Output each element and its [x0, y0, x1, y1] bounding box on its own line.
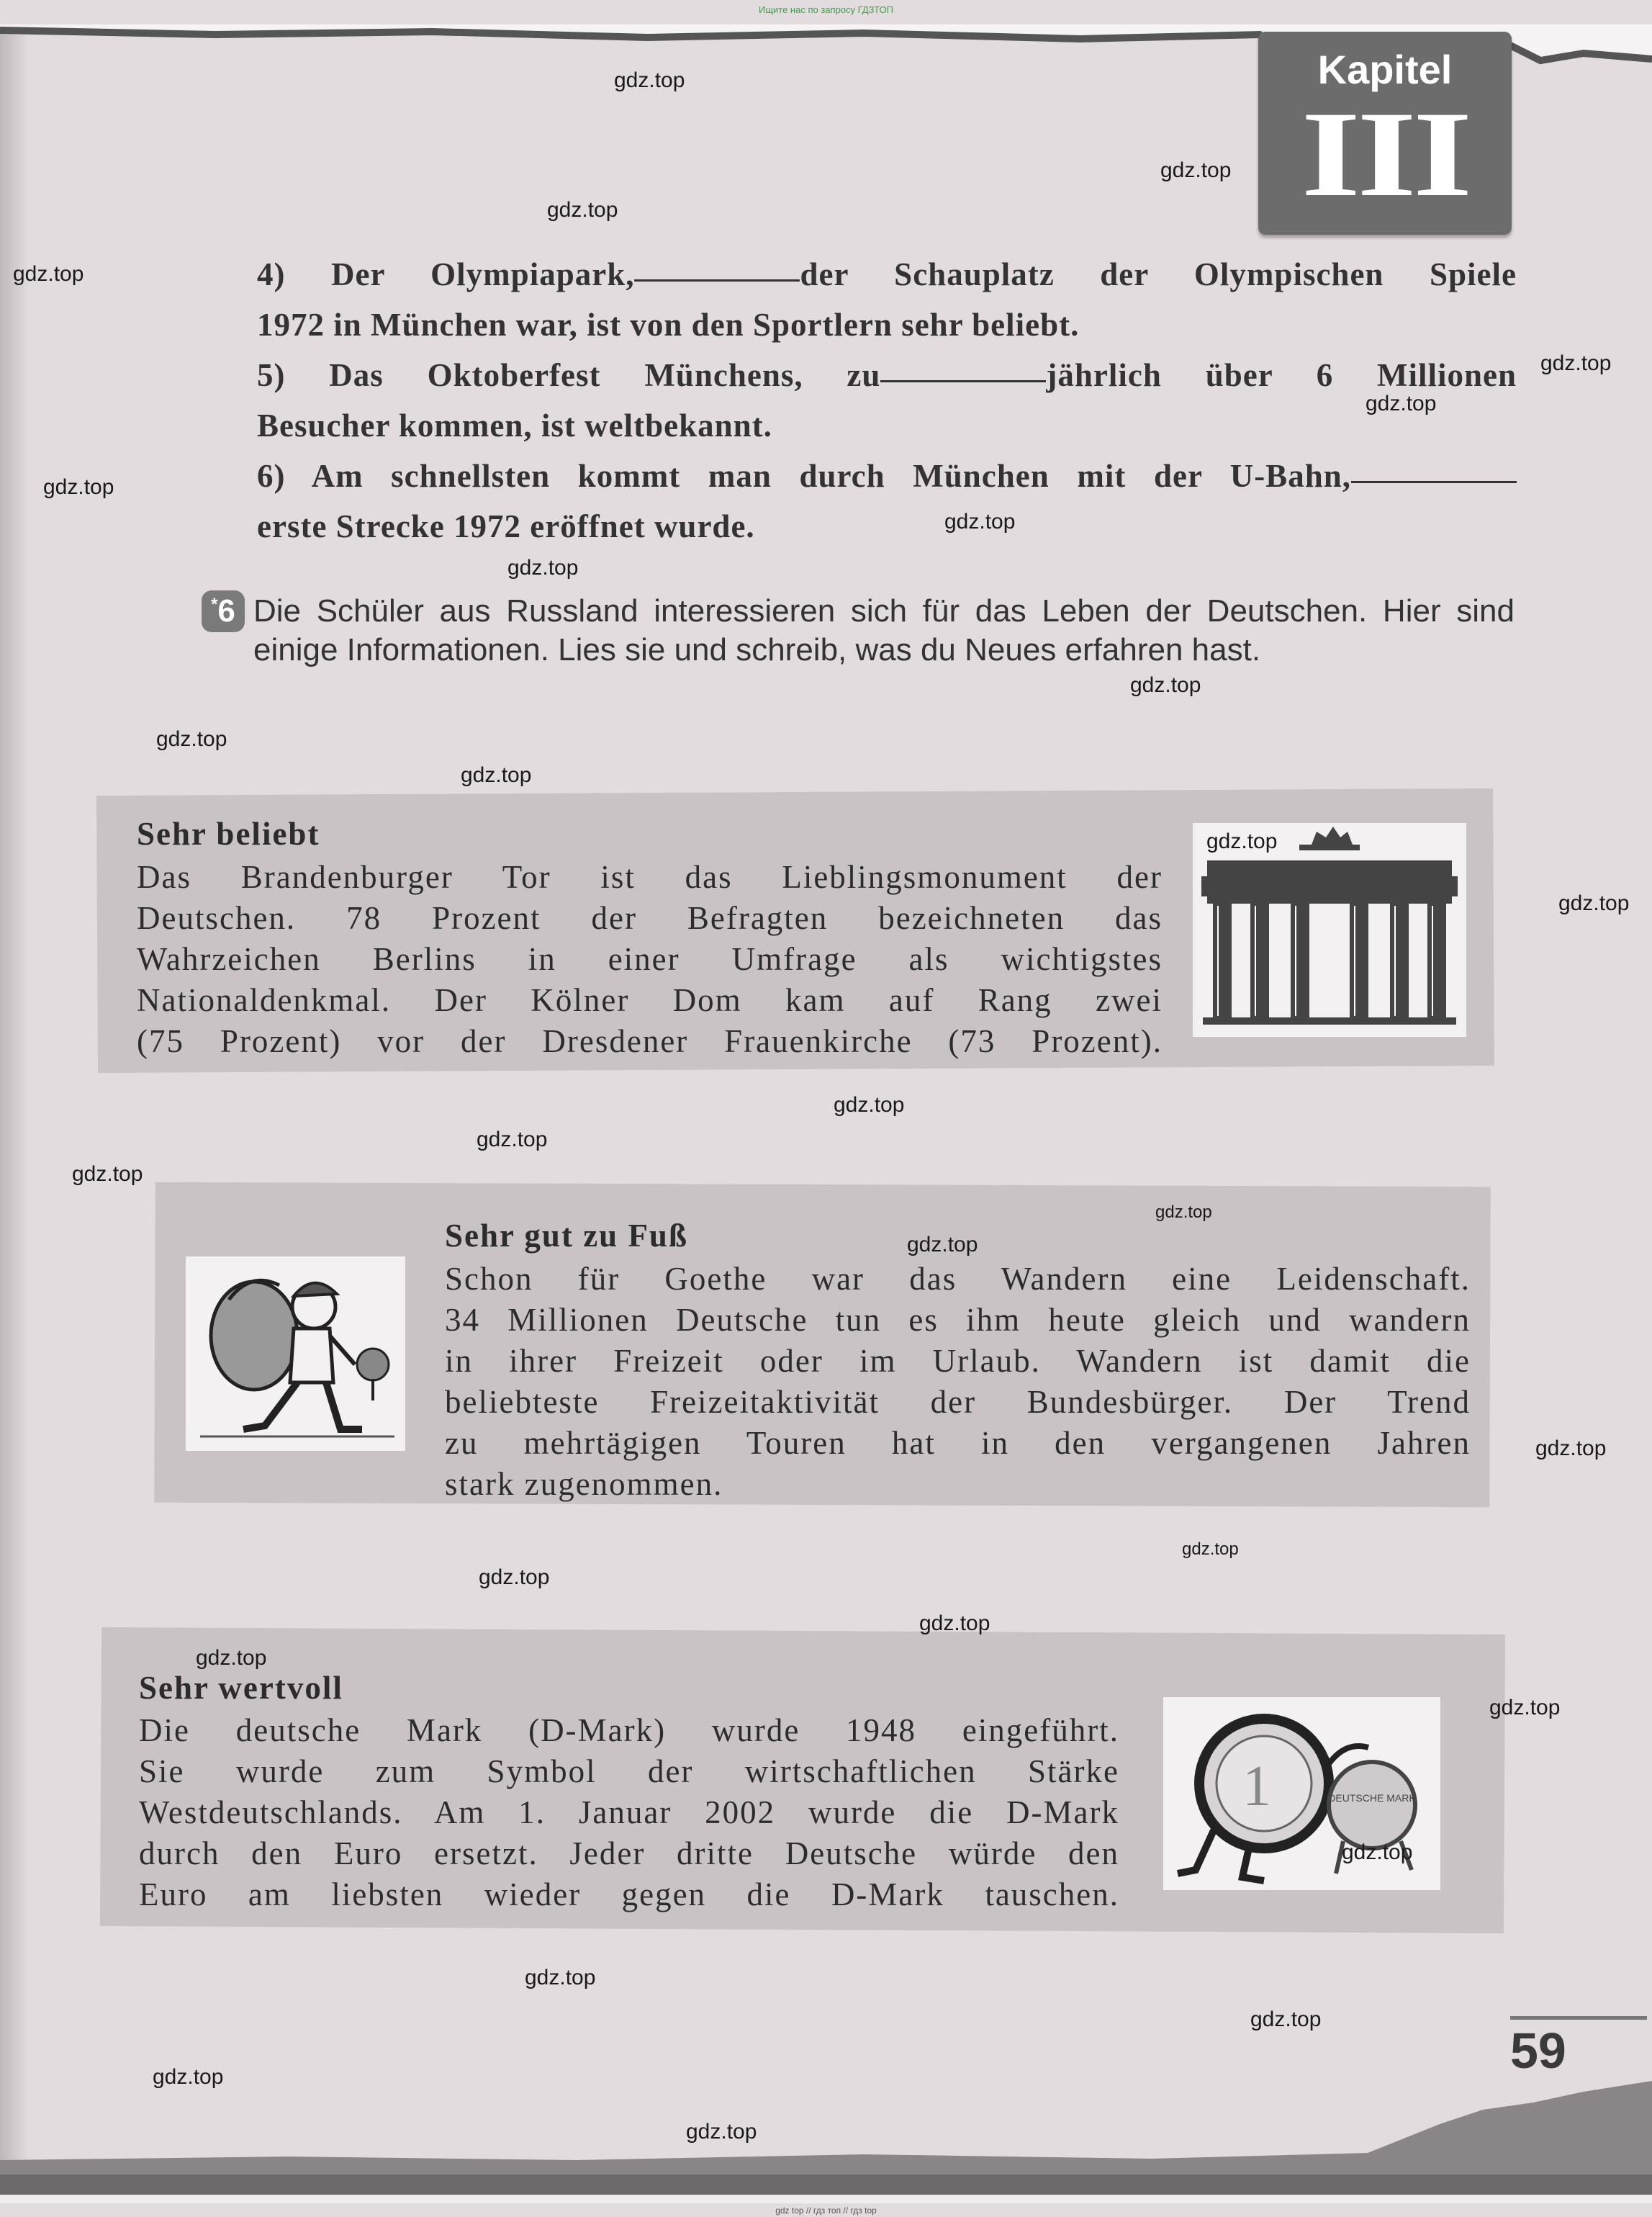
- chapter-label: Kapitel: [1317, 47, 1453, 92]
- watermark: gdz.top: [13, 262, 84, 286]
- watermark: gdz.top: [1160, 158, 1232, 182]
- watermark: gdz.top: [196, 1646, 267, 1670]
- watermark: gdz.top: [944, 510, 1016, 534]
- watermark: gdz.top: [547, 198, 618, 222]
- watermark: gdz.top: [43, 475, 114, 499]
- watermark: gdz.top: [525, 1966, 596, 1989]
- watermark: gdz.top: [153, 2065, 224, 2089]
- box-text-line: zu mehrtägigen Touren hat in den vergangenen Jahren: [445, 1425, 1471, 1461]
- exercise-line-4b: 1972 in München war, ist von den Sportlern sehr beliebt.: [257, 307, 1080, 343]
- watermark: gdz.top: [1489, 1696, 1561, 1719]
- box-text-line: Sie wurde zum Symbol der wirtschaftlichen Stärke: [139, 1753, 1119, 1789]
- watermark: gdz.top: [72, 1162, 143, 1186]
- exercise-line-5a: 5) Das Oktoberfest Münchens, zu jährlich über 6 Millionen: [257, 357, 1517, 393]
- page-number-rule: [1510, 2016, 1647, 2020]
- exercise-line-4a: 4) Der Olympiapark, der Schauplatz der Olympischen Spiele: [257, 256, 1517, 292]
- brandenburg-gate-icon: [1193, 823, 1466, 1037]
- dmark-coin-label: DEUTSCHE MARK: [1328, 1792, 1416, 1804]
- box-title: Sehr wertvoll: [139, 1670, 343, 1706]
- box-text-line: Deutschen. 78 Prozent der Befragten bezeichneten das: [137, 900, 1163, 936]
- watermark: gdz.top: [507, 556, 579, 580]
- torn-paper-bottom-edge: [0, 2067, 1652, 2203]
- watermark: gdz.top: [1250, 2007, 1322, 2031]
- page-binding-shadow: [0, 29, 29, 2160]
- watermark: gdz.top: [686, 2120, 757, 2144]
- footer-note: gdz top // гдз топ // гдз top: [775, 2205, 877, 2216]
- task-number-badge: *6: [202, 590, 245, 632]
- euro-coin-label: 1: [1242, 1755, 1271, 1818]
- watermark: gdz.top: [1540, 351, 1612, 375]
- watermark: gdz.top: [614, 68, 685, 92]
- box-text-line: beliebteste Freizeitaktivität der Bundesbürger. Der Trend: [445, 1384, 1471, 1420]
- watermark: gdz.top: [1155, 1202, 1212, 1222]
- watermark: gdz.top: [479, 1565, 550, 1589]
- task-instruction: Die Schüler aus Russland interessieren sich für das Leben der Deutschen. Hier sind einige Informationen. Lies sie und schreib, was du Neues erfahren hast.: [253, 593, 1515, 667]
- box-text-line: Das Brandenburger Tor ist das Lieblingsmonument der: [137, 859, 1163, 895]
- watermark: gdz.top: [1535, 1436, 1607, 1460]
- watermark: gdz.top: [834, 1093, 905, 1117]
- box-title: Sehr beliebt: [137, 816, 320, 852]
- hiker-icon: [186, 1256, 405, 1451]
- watermark: gdz.top: [919, 1611, 990, 1635]
- watermark: gdz.top: [1130, 673, 1201, 697]
- watermark: gdz.top: [1342, 1840, 1413, 1864]
- box-text-line: (75 Prozent) vor der Dresdener Frauenkirche (73 Prozent).: [137, 1023, 1163, 1059]
- box-text-line: Euro am liebsten wieder gegen die D-Mark tauschen.: [139, 1876, 1119, 1912]
- box-text-line: 34 Millionen Deutsche tun es ihm heute gleich und wandern: [445, 1302, 1471, 1338]
- watermark: gdz.top: [1366, 392, 1437, 415]
- exercise-line-5b: Besucher kommen, ist weltbekannt.: [257, 408, 772, 444]
- exercise-line-6a: 6) Am schnellsten kommt man durch München mit der U-Bahn,: [257, 451, 1517, 501]
- chapter-badge: [1258, 32, 1512, 235]
- box-text-line: Die deutsche Mark (D-Mark) wurde 1948 eingeführt.: [139, 1712, 1119, 1748]
- watermark: gdz.top: [156, 727, 227, 751]
- watermark: gdz.top: [461, 763, 532, 787]
- header-note: Ищите нас по запросу ГДЗТОП: [758, 4, 893, 15]
- box-text-line: in ihrer Freizeit oder im Urlaub. Wandern ist damit die: [445, 1343, 1471, 1379]
- page-number: 59: [1510, 2023, 1566, 2079]
- box-title: Sehr gut zu Fuß: [445, 1218, 688, 1254]
- exercise-line-6b: erste Strecke 1972 eröffnet wurde.: [257, 508, 755, 544]
- box-text-line: durch den Euro ersetzt. Jeder dritte Deutsche würde den: [139, 1835, 1119, 1871]
- watermark: gdz.top: [1182, 1539, 1239, 1559]
- box-text-line: Westdeutschlands. Am 1. Januar 2002 wurde die D-Mark: [139, 1794, 1119, 1830]
- watermark: gdz.top: [1206, 829, 1278, 853]
- watermark: gdz.top: [1558, 891, 1630, 915]
- box-text-line: Nationaldenkmal. Der Kölner Dom kam auf Rang zwei: [137, 982, 1163, 1018]
- answer-blank[interactable]: [1351, 475, 1517, 483]
- answer-blank[interactable]: [634, 274, 800, 282]
- box-text-line: Schon für Goethe war das Wandern eine Leidenschaft.: [445, 1261, 1471, 1297]
- chapter-number: III: [1301, 86, 1469, 222]
- answer-blank[interactable]: [880, 374, 1046, 382]
- box-text-line: Wahrzeichen Berlins in einer Umfrage als wichtigstes: [137, 941, 1163, 977]
- watermark: gdz.top: [907, 1233, 978, 1256]
- watermark: gdz.top: [477, 1128, 548, 1151]
- box-text-line: stark zugenommen.: [445, 1466, 723, 1502]
